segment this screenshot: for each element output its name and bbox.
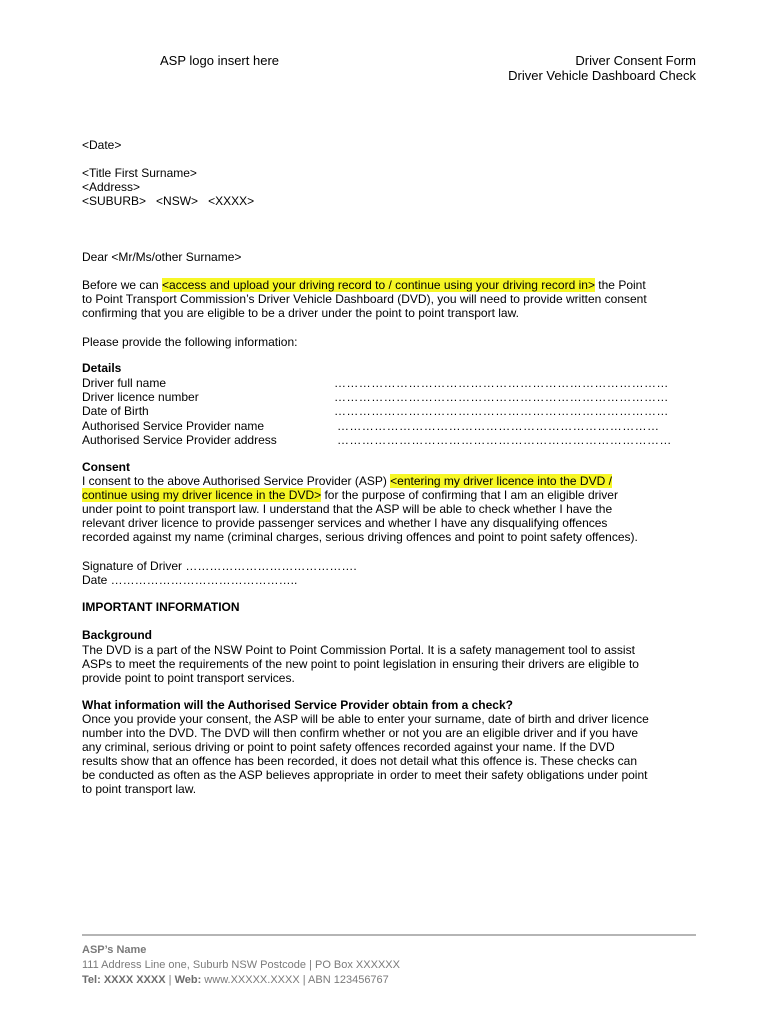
background-line: The DVD is a part of the NSW Point to Point Commission Portal. It is a safety management tool to assist	[82, 643, 635, 657]
footer-contact	[82, 973, 389, 987]
salutation: Dear <Mr/Ms/other Surname>	[82, 250, 242, 264]
intro-line-1	[82, 278, 646, 292]
footer-separator: |	[165, 974, 175, 986]
field-dots-dob[interactable]: ………………………………………………………………………	[334, 404, 669, 418]
recipient-suburb-line	[82, 194, 254, 208]
form-title: Driver Consent Form	[575, 53, 696, 68]
field-label-driver-name: Driver full name	[82, 376, 167, 390]
consent-line-4: relevant driver licence to provide passenger services and whether I have any disqualifying offences	[82, 516, 608, 530]
consent-highlight-1: <entering my driver licence into the DVD /	[390, 474, 612, 488]
recipient-address: <Address>	[82, 180, 141, 194]
intro-line-3: confirming that you are eligible to be a driver under the point to point transport law.	[82, 306, 519, 320]
field-dots-asp-name[interactable]: ……………………………………………………………………	[337, 419, 660, 433]
background-heading: Background	[82, 628, 153, 642]
suburb: <SUBURB>	[82, 194, 147, 208]
field-label-asp-address: Authorised Service Provider address	[82, 433, 277, 447]
footer-asp-name: ASP’s Name	[82, 944, 147, 956]
field-dots-licence-number[interactable]: ………………………………………………………………………	[334, 390, 669, 404]
important-heading: IMPORTANT INFORMATION	[82, 600, 240, 614]
what-info-line: number into the DVD. The DVD will then confirm whether or not you are an eligible driver and if you have	[82, 726, 639, 740]
intro-text-end: the Point	[594, 278, 646, 292]
what-info-line: Once you provide your consent, the ASP will be able to enter your surname, date of birth and driver licence	[82, 712, 649, 726]
what-info-line: be conducted as often as the ASP believes appropriate in order to meet their safety obligations under point	[82, 768, 648, 782]
date-placeholder: <Date>	[82, 138, 122, 152]
consent-text: I consent to the above Authorised Service Provider (ASP)	[82, 474, 391, 488]
consent-heading: Consent	[82, 460, 130, 474]
field-dots-asp-address[interactable]: ………………………………………………………………………	[337, 433, 672, 447]
form-subtitle: Driver Vehicle Dashboard Check	[508, 68, 696, 83]
field-label-dob: Date of Birth	[82, 404, 149, 418]
consent-line-5: recorded against my name (criminal charges, serious driving offences and point to point safety offences).	[82, 530, 638, 544]
background-line: provide point to point transport services.	[82, 671, 295, 685]
footer-web-label: Web:	[174, 974, 202, 986]
what-info-heading: What information will the Authorised Service Provider obtain from a check?	[82, 698, 513, 712]
field-dots-driver-name[interactable]: ………………………………………………………………………	[334, 376, 669, 390]
footer-divider	[82, 934, 696, 936]
postcode: <XXXX>	[208, 194, 255, 208]
recipient-name: <Title First Surname>	[82, 166, 197, 180]
consent-line-3: under point to point transport law. I understand that the ASP will be able to check whether I have the	[82, 502, 613, 516]
footer-tel-label: Tel:	[82, 974, 101, 986]
footer-web-value[interactable]: www.XXXXX.XXXX	[201, 974, 300, 986]
intro-text: Before we can	[82, 278, 163, 292]
logo-placeholder: ASP logo insert here	[160, 53, 279, 68]
consent-line-1	[82, 474, 612, 488]
field-label-licence-number: Driver licence number	[82, 390, 199, 404]
intro-highlight: <access and upload your driving record to / continue using your driving record in>	[162, 278, 595, 292]
footer-address: 111 Address Line one, Suburb NSW Postcode | PO Box XXXXXX	[82, 959, 400, 971]
please-provide: Please provide the following information:	[82, 335, 298, 349]
details-heading: Details	[82, 361, 122, 375]
signature-line[interactable]: Signature of Driver …………………………………….	[82, 559, 357, 573]
what-info-line: results show that an offence has been recorded, it does not detail what this offence is. These checks can	[82, 754, 638, 768]
field-label-asp-name: Authorised Service Provider name	[82, 419, 265, 433]
background-line: ASPs to meet the requirements of the new point to point legislation in ensuring their drivers are eligible to	[82, 657, 639, 671]
consent-highlight-2: continue using my driver licence in the DVD>	[82, 488, 322, 502]
consent-line-2	[82, 488, 618, 502]
footer-tel-value: XXXX XXXX	[103, 974, 166, 986]
consent-text-2: for the purpose of confirming that I am an eligible driver	[321, 488, 618, 502]
state: <NSW>	[156, 194, 199, 208]
intro-line-2: to Point Transport Commission’s Driver Vehicle Dashboard (DVD), you will need to provide written consent	[82, 292, 647, 306]
signature-date-line[interactable]: Date ………………………………………..	[82, 573, 298, 587]
what-info-line: any criminal, serious driving or point to point safety offences recorded against your name. If the DVD	[82, 740, 615, 754]
footer-abn: | ABN 123456767	[299, 974, 389, 986]
what-info-line: to point transport law.	[82, 782, 197, 796]
